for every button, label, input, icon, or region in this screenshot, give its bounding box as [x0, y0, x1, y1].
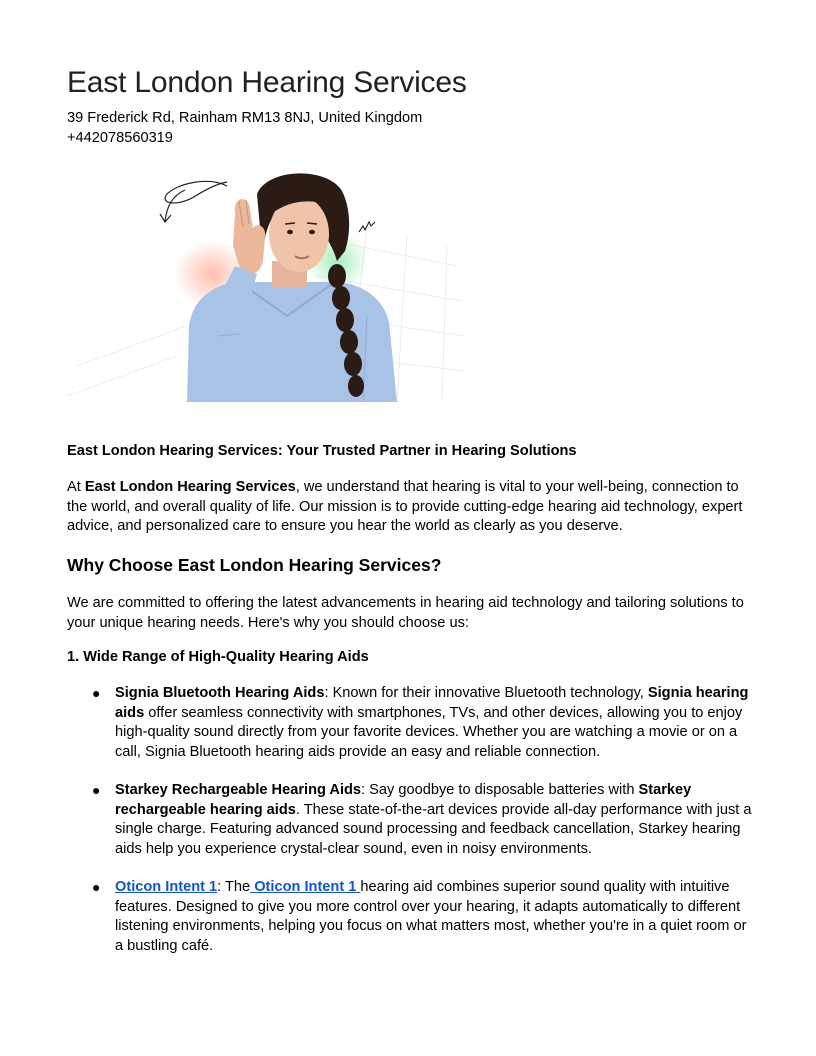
item-text: : Known for their innovative Bluetooth technology,: [324, 685, 648, 701]
intro-bold: East London Hearing Services: [84, 479, 296, 495]
intro-rest: , we understand that hearing is vital to your well-being, connection to the world, and overall quality of life. Our mission is to provide cutting-edge hearing aid technology, expert advice, and personalized care to ensure you hear the world as clearly as you deserve.: [67, 479, 743, 534]
doodle-squiggle: [359, 222, 375, 232]
intro-paragraph: [67, 478, 757, 537]
phone-number: +442078560319: [67, 130, 173, 146]
item-label: Signia Bluetooth Hearing Aids: [115, 685, 325, 701]
page-title: East London Hearing Services: [67, 66, 467, 99]
item-text: offer seamless connectivity with smartphones, TVs, and other devices, allowing you to enjoy high-quality sound directly from your favorite devices. Whether you are watching a movie or on a call, Signia Bluetooth hearing aids provide an easy and reliable connection.: [115, 704, 743, 760]
item-bold: Signia hearing aids: [115, 685, 749, 721]
item-text: . These state-of-the-art devices provide all-day performance with just a single charge. Featuring advanced sound processing and feedback cancellation, Starkey hearing aids help you experience crystal-clear sound, even in noisy environments.: [115, 801, 752, 857]
oticon-link[interactable]: Oticon Intent 1: [115, 879, 218, 895]
why-heading: Why Choose East London Hearing Services?: [67, 555, 442, 575]
item-text: hearing aid combines superior sound quality with intuitive features. Designed to give you more control over your hearing, it adapts automatically to different listening environments, helping you focus on what matters most, whether you're in a quiet room or a bustling café.: [115, 879, 747, 954]
intro-prefix: At: [67, 479, 85, 495]
list-item-signia: [92, 684, 753, 762]
address: 39 Frederick Rd, Rainham RM13 8NJ, United Kingdom: [67, 110, 423, 126]
list-item-oticon: [92, 878, 753, 956]
list-item-starkey: [92, 781, 753, 859]
item-text: : Say goodbye to disposable batteries with: [361, 782, 639, 798]
bullet-icon: ●: [92, 879, 101, 895]
section-subheading: 1. Wide Range of High-Quality Hearing Aids: [67, 649, 369, 665]
bullet-icon: ●: [92, 685, 101, 701]
doodle-arrow: [160, 181, 227, 222]
item-label: Starkey Rechargeable Hearing Aids: [115, 782, 362, 798]
item-bold: Starkey rechargeable hearing aids: [115, 782, 692, 818]
why-paragraph: We are committed to offering the latest advancements in hearing aid technology and tailoring solutions to your unique hearing needs. Here's why you should choose us:: [67, 595, 744, 631]
oticon-inline-link[interactable]: Oticon Intent 1: [250, 879, 361, 895]
bullet-icon: ●: [92, 782, 101, 798]
hero-image: [67, 166, 467, 402]
intro-heading: East London Hearing Services: Your Trusted Partner in Hearing Solutions: [67, 443, 577, 459]
item-text: : The: [217, 879, 251, 895]
